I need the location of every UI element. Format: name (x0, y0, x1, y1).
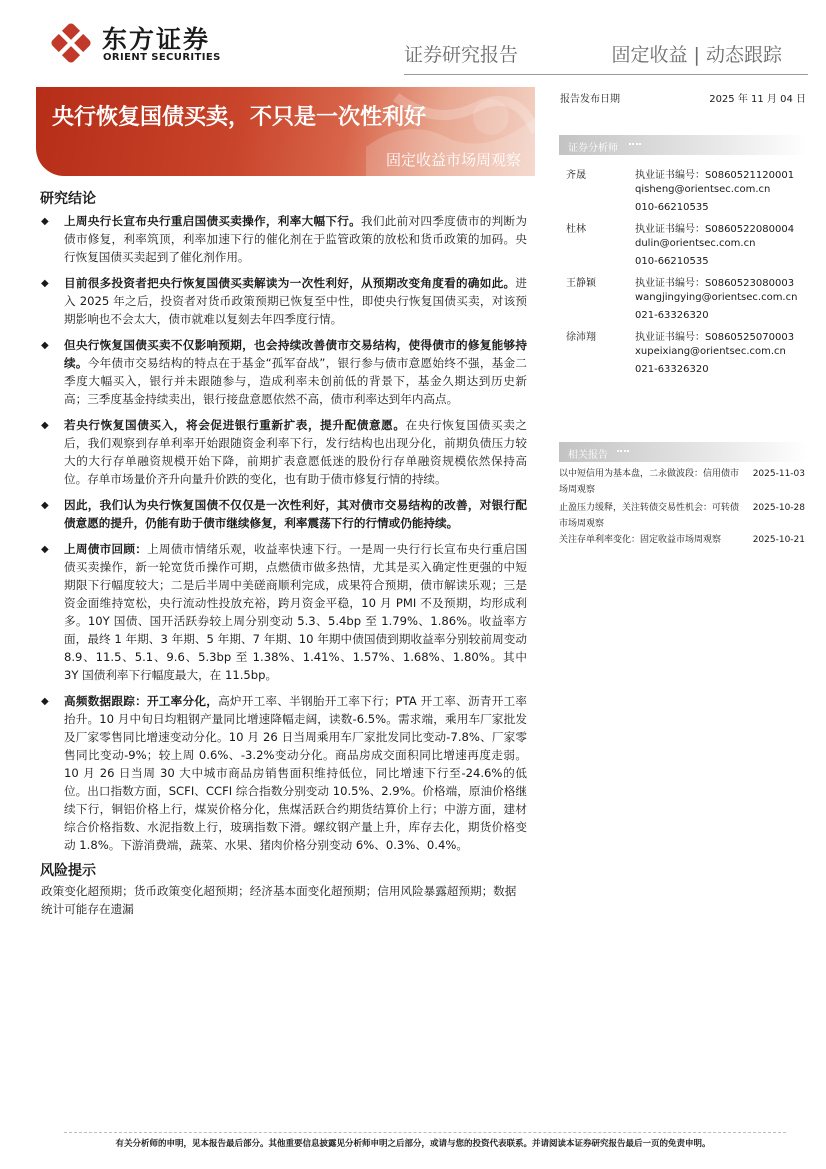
analyst-cert: 执业证书编号：S0860525070003 (635, 332, 795, 343)
conclusion-lead: 目前很多投资者把央行恢复国债买卖解读为一次性利好，从预期改变角度看的确如此。 (64, 276, 516, 290)
conclusion-item (40, 274, 527, 328)
conclusion-text: 在央行恢复国债买卖之后，我们观察到存单利率开始跟随资金利率下行，发行结构也出现分化，前期负债压力较大的大行存单融资规模开始下降，前期扩表意愿低迷的股份行存单融资规模依然保持高位。存单市场量价齐升向量升价跌的变化，也有助于债市修复行情的持续。 (64, 418, 527, 486)
conclusion-list (40, 212, 527, 854)
risk-title: 风险提示 (40, 863, 96, 879)
conclusion-lead: 高频数据跟踪：开工率分化， (64, 694, 219, 708)
analyst-name: 徐沛翔 (566, 332, 596, 343)
analyst-name: 王静颖 (566, 278, 596, 289)
analyst-phone: 021-63326320 (635, 364, 709, 375)
conclusion-lead: 因此，我们认为央行恢复国债不仅仅是一次性利好，其对债市交易结构的改善，对银行配债意愿的提升，仍能有助于债市继续修复，利率震荡下行的行情或仍能持续。 (64, 498, 527, 530)
related-report-item[interactable] (559, 532, 808, 548)
bullet-icon: ◆ (41, 696, 49, 707)
conclusion-item (40, 416, 527, 488)
doc-category: 固定收益 | 动态跟踪 (611, 44, 782, 66)
conclusion-item (40, 212, 527, 266)
conclusion-text: 高炉开工率、半钢胎开工率下行；PTA 开工率、沥青开工率抬升。10 月中旬日均粗钢产量同比增速降幅走阔，读数-6.5%。需求端，乘用车厂家批发及厂家零售同比增速变动分化。10 月 26 日当周乘用车厂家批发同比变动-7.8%、厂家零售同比变动-9%；较上周 0.6%、-3.2%变动分化。商品房成交面积同比增速再度走弱。10 月 26 日当周 30 大中城市商品房销售面积维持低位，同比增速下行至-24.6%的低位。出口指数方面，SCFI、CCFI 综合指数分别变动 10.5%、2.9%。价格端，原油价格继续下行，铜铝价格上行，煤炭价格分化，焦煤活跃合约期货结算价上行；中游方面，建材综合价格指数、水泥指数上行，玻璃指数下滑。螺纹钢产量上升，库存去化，期货价格变动 1.8%。下游消费端，蔬菜、水果、猪肉价格分别变动 6%、0.3%、0.4%。 (64, 694, 527, 852)
risk-text: 政策变化超预期；货币政策变化超预期；经济基本面变化超预期；信用风险暴露超预期；数据统计可能存在遗漏 (41, 884, 517, 916)
analyst-phone: 010-66210535 (635, 256, 709, 267)
related-reports-label: 相关报告 (568, 450, 608, 461)
analysts-label: 证券分析师 (568, 143, 618, 154)
related-report-date: 2025-11-03 (752, 469, 805, 479)
conclusion-lead: 上周央行长宣布央行重启国债买卖操作，利率大幅下行。 (64, 214, 361, 228)
related-report-item[interactable] (559, 500, 808, 532)
analyst-name: 杜林 (566, 224, 586, 235)
conclusion-item (40, 496, 527, 532)
related-report-date: 2025-10-21 (752, 535, 805, 545)
header-divider (404, 74, 808, 75)
related-report-date: 2025-10-28 (752, 503, 805, 513)
conclusion-lead: 上周债市回顾： (64, 542, 148, 556)
analyst-phone: 010-66210535 (635, 202, 709, 213)
conclusion-item (40, 336, 527, 408)
analyst-email[interactable]: xupeixiang@orientsec.com.cn (635, 346, 786, 357)
related-report-title[interactable]: 关注存单利率变化：固定收益市场周观察 (559, 535, 722, 545)
bullet-icon: ◆ (41, 500, 49, 511)
conclusion-lead: 若央行恢复国债买入，将会促进银行重新扩表，提升配债意愿。 (64, 418, 406, 432)
publish-date-label: 报告发布日期 (560, 94, 620, 105)
related-report-item[interactable] (559, 466, 808, 498)
conclusion-text: 今年债市交易结构的特点在于基金“孤军奋战”，银行参与债市意愿始终不强，基金二季度大幅买入，银行并未跟随参与，造成利率未创前低的背景下，基金久期达到历史新高；三季度基金持续卖出，银行接盘意愿依然不高，债市利率达到年内高点。 (64, 356, 527, 406)
bullet-icon: ◆ (41, 544, 49, 555)
analyst-email[interactable]: dulin@orientsec.com.cn (635, 238, 756, 249)
bullet-icon: ◆ (41, 216, 49, 227)
analyst-email[interactable]: wangjingying@orientsec.com.cn (635, 292, 798, 303)
orient-logo-icon (48, 20, 94, 66)
brand-name-cn: 东方证券 (102, 25, 211, 54)
conclusion-text: 进入 2025 年之后，投资者对货币政策预期已恢复至中性，即使央行恢复国债买卖，对该预期影响也不会太大，债市就难以复刻去年四季度行情。 (64, 276, 527, 326)
dots-decoration (617, 449, 629, 452)
conclusion-item (40, 692, 527, 854)
main-content (40, 188, 527, 918)
dots-decoration (629, 142, 641, 145)
analyst-name: 齐晟 (566, 170, 586, 181)
analyst-cert: 执业证书编号：S0860523080003 (635, 278, 795, 289)
analyst-phone: 021-63326320 (635, 310, 709, 321)
analyst-cert: 执业证书编号：S0860521120001 (635, 170, 795, 181)
analysts-header (559, 135, 808, 155)
doc-type: 证券研究报告 (404, 44, 519, 66)
report-series: 固定收益市场周观察 (385, 151, 521, 169)
brand-name-en: ORIENT SECURITIES (103, 52, 221, 63)
conclusion-title: 研究结论 (40, 191, 96, 207)
footer-disclaimer: 有关分析师的申明，见本报告最后部分。其他重要信息披露见分析师申明之后部分，或请与您的投资代表联系。并请阅读本证券研究报告最后一页的免责申明。 (115, 1139, 711, 1149)
publish-date: 2025 年 11 月 04 日 (709, 94, 806, 105)
brand-logo (48, 18, 238, 66)
related-reports-header (559, 442, 808, 462)
related-report-title[interactable]: 以中短信用为基本盘，二永做波段：信用债市场周观察 (559, 469, 740, 495)
conclusion-text: 我们此前对四季度债市的判断为债市修复，利率筑顶，利率加速下行的催化剂在于监管政策的放松和货币政策的加码。央行恢复国债买卖起到了催化剂作用。 (64, 214, 527, 264)
footer-divider (64, 1132, 786, 1133)
title-banner (36, 87, 535, 176)
bullet-icon: ◆ (41, 278, 49, 289)
conclusion-text: 上周债市情绪乐观，收益率快速下行。一是周一央行行长宣布央行重启国债买卖操作，新一轮宽货币操作可期，点燃债市做多热情，尤其是买入确定性更强的中短期限下行幅度较大；二是后半周中美磋商顺利完成，成果符合预期，债市解读乐观；三是资金面维持宽松，央行流动性投放充裕，跨月资金平稳，10 月 PMI 不及预期，均形成利多。10Y 国债、国开活跃券较上周分别变动 5.3、5.4bp 至 1.79%、1.86%。收益率方面，最终 1 年期、3 年期、5 年期、7 年期、10 年期中债国债到期收益率分别较前周变动 8.9、11.5、5.1、9.6、5.3bp 至 1.38%、1.41%、1.57%、1.68%、1.80%。其中 3Y 国债利率下行幅度最大，在 11.5bp。 (64, 542, 527, 682)
report-title: 央行恢复国债买卖，不只是一次性利好 (52, 105, 427, 130)
bullet-icon: ◆ (41, 340, 49, 351)
analyst-email[interactable]: qisheng@orientsec.com.cn (635, 184, 771, 195)
conclusion-item (40, 540, 527, 684)
related-report-title[interactable]: 止盈压力缓释，关注转债交易性机会：可转债市场周观察 (559, 503, 740, 529)
conclusion-lead: 但央行恢复国债买卖不仅影响预期，也会持续改善债市交易结构，使得债市的修复能够持续。 (64, 338, 527, 370)
analyst-cert: 执业证书编号：S0860522080004 (635, 224, 795, 235)
bullet-icon: ◆ (41, 420, 49, 431)
